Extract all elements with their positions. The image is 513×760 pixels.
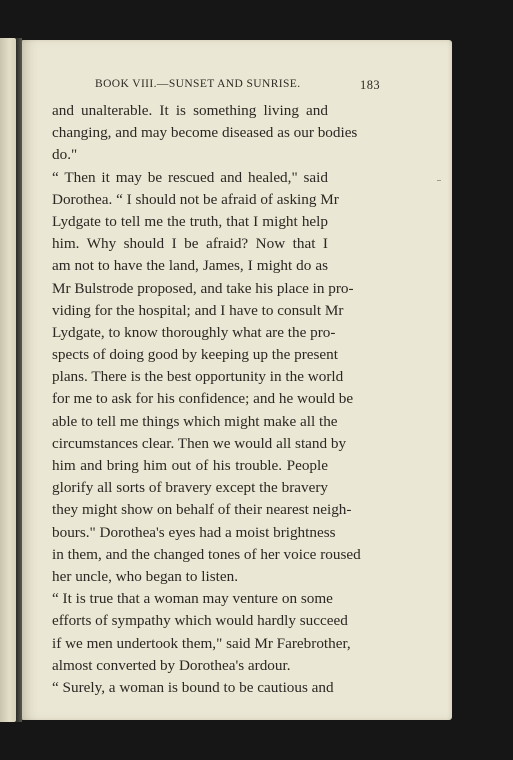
text-line: if we men undertook them," said Mr Farebrother, — [52, 634, 351, 652]
text-line: do." — [52, 146, 78, 164]
text-line: able to tell me things which might make all the — [52, 412, 338, 430]
text-line: spects of doing good by keeping up the present — [52, 346, 338, 364]
text-line: and unalterable. It is something living and — [52, 102, 328, 119]
text-line: Mr Bulstrode proposed, and take his place in pro- — [52, 279, 354, 297]
text-line: him. Why should I be afraid? Now that I — [52, 235, 328, 253]
page-header — [52, 76, 380, 92]
text-line: “ Then it may be rescued and healed," said — [52, 168, 328, 186]
text-line: circumstances clear. Then we would all stand by — [52, 434, 347, 452]
text-line: Lydgate to tell me the truth, that I might help — [52, 212, 328, 230]
text-line: in them, and the changed tones of her voice roused — [52, 545, 361, 563]
text-line: him and bring him out of his trouble. People — [52, 457, 328, 474]
text-line: Dorothea. “ I should not be afraid of asking Mr — [52, 190, 339, 208]
text-line: they might show on behalf of their nearest neigh- — [52, 501, 352, 519]
text-line: glorify all sorts of bravery except the bravery — [52, 479, 328, 497]
text-line: Lydgate, to know thoroughly what are the pro- — [52, 323, 336, 341]
page-number: 183 — [360, 78, 380, 92]
previous-page-edge — [0, 38, 16, 722]
text-line: plans. There is the best opportunity in the world — [52, 368, 344, 386]
text-line: bours." Dorothea's eyes had a moist brightness — [52, 523, 336, 541]
text-line: her uncle, who began to listen. — [52, 567, 238, 585]
text-line: viding for the hospital; and I have to consult Mr — [52, 301, 344, 319]
body-text — [52, 100, 361, 699]
text-line: changing, and may become diseased as our bodies — [52, 124, 358, 142]
text-line: “ It is true that a woman may venture on some — [52, 590, 333, 608]
margin-mark — [437, 180, 441, 181]
text-line: efforts of sympathy which would hardly succeed — [52, 612, 348, 630]
text-line: almost converted by Dorothea's ardour. — [52, 656, 291, 674]
running-head: BOOK VIII.—SUNSET AND SUNRISE. — [95, 78, 301, 90]
text-line: “ Surely, a woman is bound to be cautious and — [52, 678, 334, 696]
text-line: am not to have the land, James, I might do as — [52, 257, 328, 275]
text-line: for me to ask for his confidence; and he would be — [52, 390, 354, 408]
